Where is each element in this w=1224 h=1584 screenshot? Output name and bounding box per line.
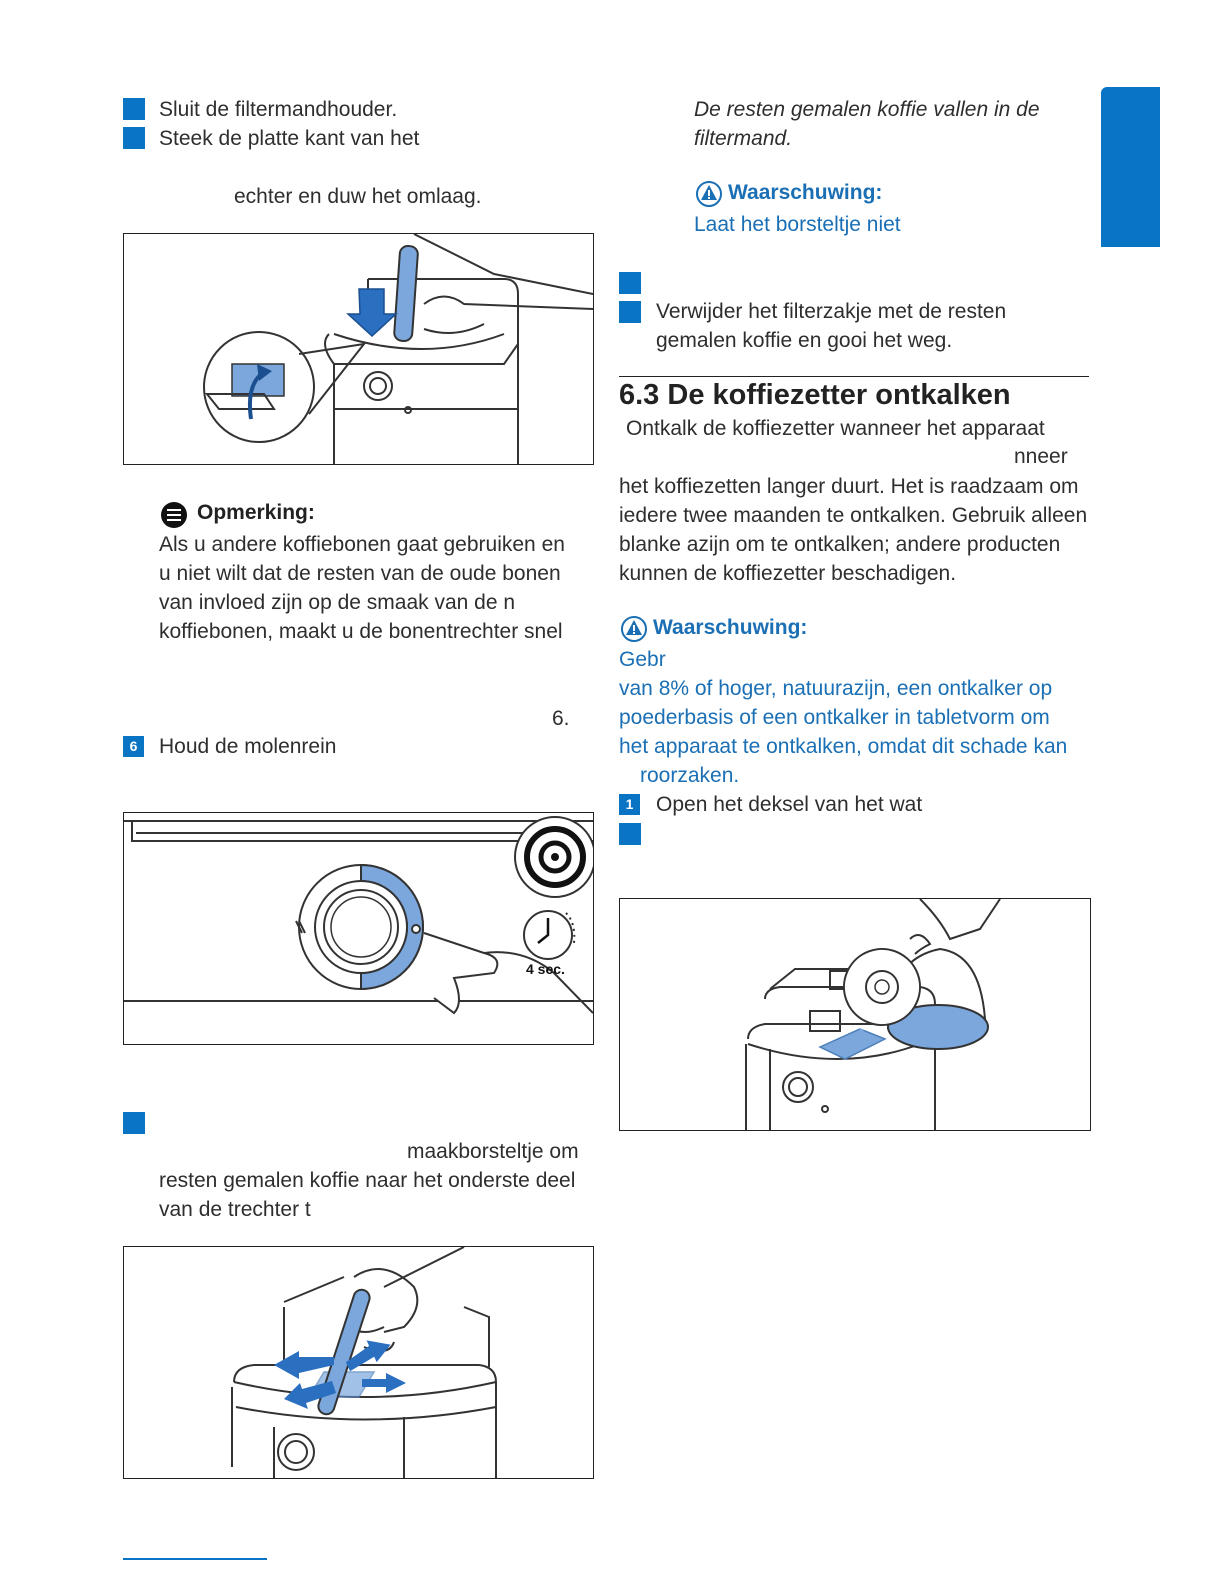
- section-heading: 6.3 De koffiezetter ontkalken: [619, 379, 1011, 411]
- warning-line: roorzaken.: [640, 764, 740, 787]
- note-line: van invloed zijn op de smaak van de n: [159, 591, 516, 614]
- step-1-text: Open het deksel van het wat: [656, 793, 923, 816]
- step-bullet: [619, 301, 641, 323]
- remove-line: Verwijder het filterzakje met de resten: [656, 300, 1007, 323]
- brush-step-line: resten gemalen koffie naar het onderste deel: [159, 1169, 576, 1192]
- duration-label: 4 sec.: [526, 961, 565, 977]
- step-bullet: [123, 127, 145, 149]
- descale-line: Ontkalk de koffiezetter wanneer het apparaat: [626, 417, 1045, 440]
- warning-icon: [621, 616, 647, 642]
- brush-step-line: van de trechter t: [159, 1198, 311, 1221]
- note-line: koffiebonen, maakt u de bonentrechter snel: [159, 620, 563, 643]
- note-icon: [161, 502, 187, 528]
- step-6-text: Houd de molenrein: [159, 735, 337, 758]
- result-line: De resten gemalen koffie vallen in de: [694, 98, 1040, 121]
- result-line: filtermand.: [694, 127, 793, 150]
- step-number-6: 6: [123, 736, 144, 757]
- note-line: u niet wilt dat de resten van de oude bonen: [159, 562, 561, 585]
- figure-grinder-clean-button: [123, 812, 594, 1045]
- note-title: Opmerking:: [197, 501, 315, 524]
- warning-title: Waarschuwing:: [728, 181, 883, 204]
- descale-line: het koffiezetten langer duurt. Het is raadzaam om: [619, 475, 1079, 498]
- figure-brush-sweep: [123, 1246, 594, 1479]
- step-bullet: [123, 1112, 145, 1134]
- step-insert-brush: Steek de platte kant van het: [159, 127, 420, 150]
- section-rule: [619, 376, 1089, 377]
- figure-brush-insert: [123, 233, 594, 465]
- step-bullet: [619, 272, 641, 294]
- brush-step-cont: maakborsteltje om: [407, 1140, 579, 1163]
- descale-line: kunnen de koffiezetter beschadigen.: [619, 562, 957, 585]
- language-tab: [1101, 87, 1160, 247]
- warning-title: Waarschuwing:: [653, 616, 808, 639]
- descale-line: nneer: [1014, 445, 1068, 468]
- remove-line: gemalen koffie en gooi het weg.: [656, 329, 953, 352]
- step-close-holder: Sluit de filtermandhouder.: [159, 98, 398, 121]
- warning-text: Laat het borsteltje niet: [694, 213, 901, 236]
- warning-icon: [696, 181, 722, 207]
- warning-line: poederbasis of een ontkalker in tabletvorm om: [619, 706, 1050, 729]
- step-bullet: [619, 823, 641, 845]
- descale-line: blanke azijn om te ontkalken; andere producten: [619, 533, 1061, 556]
- section-reference: 6.: [552, 707, 570, 730]
- footer-rule: [123, 1558, 267, 1560]
- step-number-1: 1: [619, 794, 640, 815]
- warning-line: van 8% of hoger, natuurazijn, een ontkalker op: [619, 677, 1053, 700]
- warning-line: Gebr: [619, 648, 666, 671]
- step-bullet: [123, 98, 145, 120]
- step-insert-brush-cont: echter en duw het omlaag.: [234, 185, 482, 208]
- note-line: Als u andere koffiebonen gaat gebruiken en: [159, 533, 565, 556]
- figure-fill-water: [619, 898, 1091, 1131]
- descale-line: iedere twee maanden te ontkalken. Gebruik alleen: [619, 504, 1088, 527]
- warning-line: het apparaat te ontkalken, omdat dit schade kan: [619, 735, 1068, 758]
